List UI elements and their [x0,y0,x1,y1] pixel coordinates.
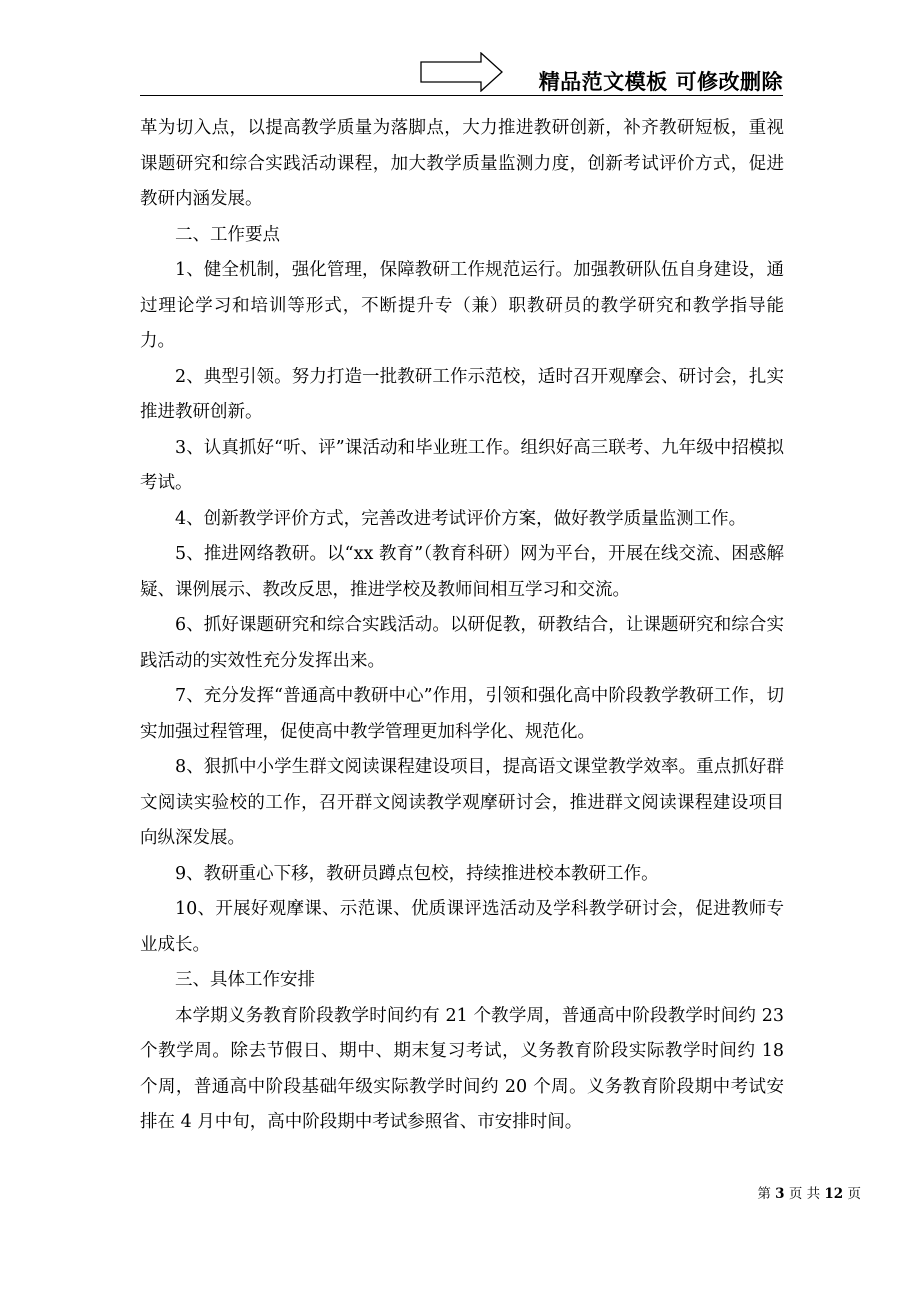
list-item: 3、认真抓好“听、评”课活动和毕业班工作。组织好高三联考、九年级中招模拟考试。 [140,437,784,493]
list-item: 9、教研重心下移，教研员蹲点包校，持续推进校本教研工作。 [175,863,659,884]
right-arrow-icon [420,52,504,92]
list-item: 7、充分发挥“普通高中教研中心”作用，引领和强化高中阶段教学教研工作，切实加强过程管理，促使高中教学管理更加科学化、规范化。 [140,686,784,742]
total-pages: 12 [824,1186,844,1202]
list-item: 5、推进网络教研。以“xx 教育”（教育科研）网为平台，开展在线交流、困惑解疑、课例展示、教改反思，推进学校及教师间相互学习和交流。 [140,544,784,600]
footer-prefix: 第 [757,1186,771,1202]
header-title: 精品范文模板 可修改删除 [538,70,783,94]
footer-middle: 页 共 [788,1186,821,1202]
section-heading-work-points: 二、工作要点 [175,224,280,245]
current-page: 3 [775,1186,785,1202]
list-item: 1、健全机制，强化管理，保障教研工作规范运行。加强教研队伍自身建设，通过理论学习和培训等形式，不断提升专（兼）职教研员的教学研究和教学指导能力。 [140,260,784,351]
list-item: 8、狠抓中小学生群文阅读课程建设项目，提高语文课堂教学效率。重点抓好群文阅读实验校的工作，召开群文阅读教学观摩研讨会，推进群文阅读课程建设项目向纵深发展。 [140,757,784,848]
page-number [757,1182,861,1202]
header-divider [140,95,783,96]
list-item: 10、开展好观摩课、示范课、优质课评选活动及学科教学研讨会，促进教师专业成长。 [140,899,784,955]
list-item: 2、典型引领。努力打造一批教研工作示范校，适时召开观摩会、研讨会，扎实推进教研创新。 [140,366,784,422]
footer-suffix: 页 [847,1186,861,1202]
document-body [140,111,784,1141]
paragraph-continuation: 革为切入点，以提高教学质量为落脚点，大力推进教研创新，补齐教研短板，重视课题研究和综合实践活动课程，加大教学质量监测力度，创新考试评价方式，促进教研内涵发展。 [140,118,784,209]
list-item: 4、创新教学评价方式，完善改进考试评价方案，做好教学质量监测工作。 [175,508,747,529]
section-heading-schedule: 三、具体工作安排 [175,970,315,990]
schedule-paragraph: 本学期义务教育阶段教学时间约有 21 个教学周，普通高中阶段教学时间约 23 个教学周。除去节假日、期中、期末复习考试，义务教育阶段实际教学时间约 18 个周，普通高中阶段基础年级实际教学时间约 20 个周。义务教育阶段期中考试安排在 4 月中旬，高中阶段期中考试参照省、市安排时间。 [140,1005,784,1132]
page-header [140,52,783,98]
list-item: 6、抓好课题研究和综合实践活动。以研促教，研教结合，让课题研究和综合实践活动的实效性充分发挥出来。 [140,615,784,671]
